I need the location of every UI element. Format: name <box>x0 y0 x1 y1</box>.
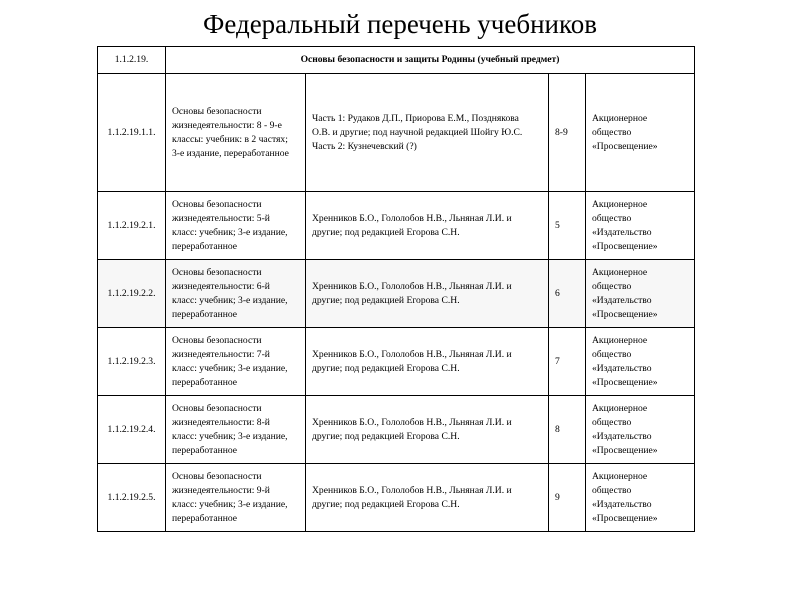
textbook-title <box>166 328 306 396</box>
textbook-publisher-line: «Издательство <box>592 294 652 306</box>
textbook-title-line: переработанное <box>172 376 238 388</box>
textbook-publisher <box>586 260 695 328</box>
textbook-publisher-line: общество <box>592 416 632 428</box>
textbook-authors-line: Часть 2: Кузнечевский (?) <box>312 140 417 152</box>
textbook-publisher-line: общество <box>592 212 632 224</box>
table-row <box>98 396 695 464</box>
textbook-code: 1.1.2.19.2.5. <box>98 464 166 532</box>
textbook-publisher-line: «Просвещение» <box>592 308 658 320</box>
textbook-publisher-line: «Просвещение» <box>592 512 658 524</box>
textbook-authors-line: Хренников Б.О., Гололобов Н.В., Льняная Л.И. и <box>312 484 512 496</box>
textbook-title-line: переработанное <box>172 444 238 456</box>
textbook-title-line: переработанное <box>172 308 238 320</box>
textbook-authors-line: Часть 1: Рудаков Д.П., Приорова Е.М., Позднякова <box>312 112 519 124</box>
textbook-authors-line: Хренников Б.О., Гололобов Н.В., Льняная Л.И. и <box>312 416 512 428</box>
textbook-title-line: переработанное <box>172 240 238 252</box>
textbook-authors-line: другие; под редакцией Егорова С.Н. <box>312 430 460 442</box>
textbook-title-line: Основы безопасности <box>172 198 262 210</box>
textbook-authors <box>306 260 549 328</box>
textbook-authors-line: Хренников Б.О., Гололобов Н.В., Льняная Л.И. и <box>312 348 512 360</box>
textbook-title <box>166 396 306 464</box>
textbook-title-line: жизнедеятельности: 8-й <box>172 416 270 428</box>
textbook-publisher-line: Акционерное <box>592 334 648 346</box>
table-row <box>98 74 695 192</box>
textbook-title-line: класс: учебник; 3-е издание, <box>172 294 288 306</box>
textbook-title-line: жизнедеятельности: 7-й <box>172 348 270 360</box>
textbook-title <box>166 192 306 260</box>
textbook-publisher-line: общество <box>592 126 632 138</box>
textbook-authors <box>306 464 549 532</box>
textbook-code: 1.1.2.19.2.4. <box>98 396 166 464</box>
textbook-publisher <box>586 396 695 464</box>
textbook-grade: 8 <box>549 396 586 464</box>
textbook-title-line: Основы безопасности <box>172 334 262 346</box>
textbook-grade: 6 <box>549 260 586 328</box>
textbook-grade: 5 <box>549 192 586 260</box>
textbook-publisher <box>586 192 695 260</box>
textbook-title-line: жизнедеятельности: 9-й <box>172 484 270 496</box>
textbook-title-line: 3-е издание, переработанное <box>172 147 289 159</box>
textbook-publisher-line: Акционерное <box>592 198 648 210</box>
table-row <box>98 328 695 396</box>
textbook-authors <box>306 396 549 464</box>
textbook-title-line: Основы безопасности <box>172 470 262 482</box>
textbook-authors-line: Хренников Б.О., Гололобов Н.В., Льняная Л.И. и <box>312 212 512 224</box>
textbook-title <box>166 74 306 192</box>
textbook-title-line: классы: учебник: в 2 частях; <box>172 133 288 145</box>
textbook-code: 1.1.2.19.1.1. <box>98 74 166 192</box>
textbook-authors <box>306 192 549 260</box>
textbook-title-line: жизнедеятельности: 6-й <box>172 280 270 292</box>
table-row <box>98 260 695 328</box>
textbook-authors-line: другие; под редакцией Егорова С.Н. <box>312 362 460 374</box>
textbook-code: 1.1.2.19.2.2. <box>98 260 166 328</box>
textbook-publisher-line: «Просвещение» <box>592 444 658 456</box>
textbook-publisher-line: общество <box>592 280 632 292</box>
textbook-publisher-line: «Просвещение» <box>592 376 658 388</box>
textbook-publisher-line: Акционерное <box>592 402 648 414</box>
textbook-code: 1.1.2.19.2.1. <box>98 192 166 260</box>
textbook-authors-line: Хренников Б.О., Гололобов Н.В., Льняная Л.И. и <box>312 280 512 292</box>
textbook-code: 1.1.2.19.2.3. <box>98 328 166 396</box>
section-code: 1.1.2.19. <box>98 47 166 74</box>
textbook-grade: 9 <box>549 464 586 532</box>
textbook-publisher-line: «Издательство <box>592 498 652 510</box>
section-row <box>98 47 695 74</box>
textbook-title <box>166 260 306 328</box>
textbook-title-line: жизнедеятельности: 8 - 9-е <box>172 119 282 131</box>
textbook-publisher-line: «Издательство <box>592 430 652 442</box>
textbook-publisher-line: «Просвещение» <box>592 240 658 252</box>
textbook-publisher-line: Акционерное <box>592 266 648 278</box>
textbook-title-line: Основы безопасности <box>172 402 262 414</box>
textbook-title-line: класс: учебник; 3-е издание, <box>172 430 288 442</box>
textbook-authors-line: другие; под редакцией Егорова С.Н. <box>312 294 460 306</box>
textbook-title-line: класс: учебник; 3-е издание, <box>172 226 288 238</box>
page-title: Федеральный перечень учебников <box>203 9 597 39</box>
textbook-publisher <box>586 328 695 396</box>
textbook-publisher-line: «Издательство <box>592 226 652 238</box>
textbook-authors-line: О.В. и другие; под научной редакцией Шойгу Ю.С. <box>312 126 523 138</box>
textbook-title <box>166 464 306 532</box>
textbook-authors <box>306 74 549 192</box>
textbook-title-line: переработанное <box>172 512 238 524</box>
textbook-title-line: Основы безопасности <box>172 105 262 117</box>
textbook-grade: 7 <box>549 328 586 396</box>
textbook-publisher-line: Акционерное <box>592 112 648 124</box>
textbook-publisher-line: общество <box>592 348 632 360</box>
textbook-authors-line: другие; под редакцией Егорова С.Н. <box>312 226 460 238</box>
textbook-table <box>97 46 695 532</box>
textbook-authors-line: другие; под редакцией Егорова С.Н. <box>312 498 460 510</box>
textbook-grade: 8-9 <box>549 74 586 192</box>
textbook-publisher-line: «Издательство <box>592 362 652 374</box>
textbook-title-line: класс: учебник; 3-е издание, <box>172 362 288 374</box>
textbook-publisher-line: общество <box>592 484 632 496</box>
textbook-publisher-line: Акционерное <box>592 470 648 482</box>
textbook-publisher <box>586 464 695 532</box>
textbook-authors <box>306 328 549 396</box>
textbook-title-line: Основы безопасности <box>172 266 262 278</box>
table-row <box>98 192 695 260</box>
table-row <box>98 464 695 532</box>
textbook-title-line: жизнедеятельности: 5-й <box>172 212 270 224</box>
textbook-publisher <box>586 74 695 192</box>
section-title: Основы безопасности и защиты Родины (учебный предмет) <box>166 47 695 74</box>
textbook-title-line: класс: учебник; 3-е издание, <box>172 498 288 510</box>
textbook-publisher-line: «Просвещение» <box>592 140 658 152</box>
